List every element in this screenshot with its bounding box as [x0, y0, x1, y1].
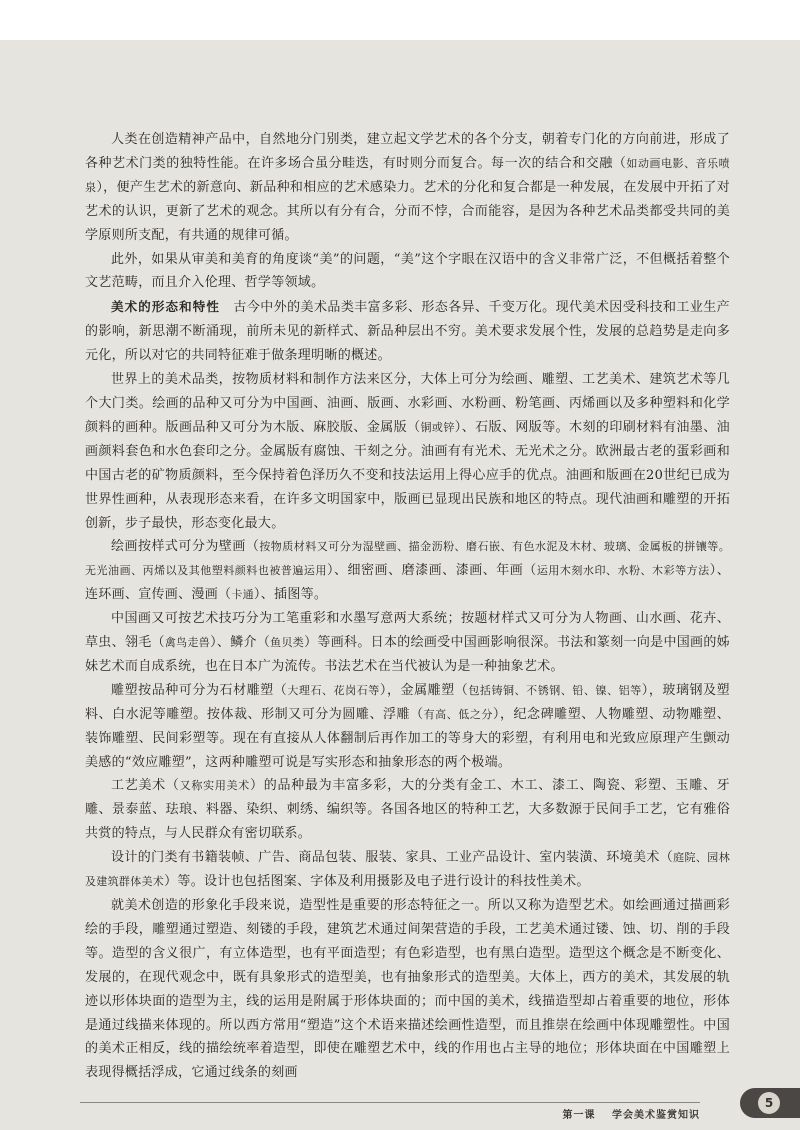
footer-lesson: 第一课	[562, 1110, 596, 1121]
paragraph	[85, 295, 730, 368]
paragraph	[85, 846, 730, 894]
inline-note: 按物质材料又可分为湿壁画、描金沥粉、磨石嵌、有色水泥及木材、玻璃、金属板的拼镶等。无光油画、丙烯以及其他塑料颜料也被普遍运用	[85, 540, 730, 578]
paragraph-text: ）的品种最为丰富多彩，大的分类有金工、木工、漆工、陶瓷、彩塑、玉雕、牙雕、景泰蓝、珐琅、料器、染织、刺绣、编织等。各国各地区的特种工艺，大多数源于民间手工艺，它有雅俗共赏的特点，与人民群众有密切联系。	[85, 778, 730, 842]
paragraph	[85, 607, 730, 679]
paragraph-text: 工艺美术（	[111, 778, 180, 794]
inline-note: 鱼贝类	[270, 636, 305, 650]
inline-note: 大理石、花岗石等	[287, 683, 380, 697]
footer-divider	[80, 1102, 700, 1103]
inline-note: 禽鸟走兽	[164, 636, 211, 650]
paragraph-text: 设计的门类有书籍装帧、广告、商品包装、服装、家具、工业产品设计、室内装潢、环境美术（	[111, 850, 674, 866]
paragraph	[85, 368, 730, 535]
paragraph-text: 就美术创造的形象化手段来说，造型性是重要的形态特征之一。所以又称为造型艺术。如绘画通过描画彩绘的手段，雕塑通过塑造、刻镂的手段，建筑艺术通过间架营造的手段，工艺美术通过镂、蚀、切、削的手段等。造型的含义很广，有立体造型，也有平面造型；有色彩造型，也有黑白造型。造型这个概念是不断变化、发展的，在现代观念中，既有具象形式的造型美，也有抽象形式的造型美。大体上，西方的美术，其发展的轨迹以形体块面的造型为主，线的运用是附属于形体块面的；而中国的美术，线描造型却占着重要的地位，形体是通过线描来体现的。所以西方常用“塑造”这个术语来描述绘画性造型，而且推崇在绘画中体现雕塑性。中国的美术正相反，线的描绘统率着造型，即使在雕塑艺术中，线的作用也占主导的地位；形体块面在中国雕塑上表现得概括浮成，它通过线条的刻画	[85, 898, 730, 1081]
paragraph-text: ）、石版、网版等。木刻的印刷材料有油墨、油画颜料套色和水色套印之分。金属版有腐蚀、干刻之分。油画有有光术、无光术之分。欧洲最古老的蛋彩画和中国古老的矿物质颜料，至今保持着色泽历久不变和技法运用上得心应手的优点。油画和版画在20世纪已成为世界性画种，从表现形态来看，在许多文明国家中，版画已显现出民族和地区的特点。现代油画和雕塑的开拓创新，步子最快，形态变化最大。	[85, 419, 730, 531]
body-text	[85, 128, 730, 1085]
paragraph-text: ）等画科。日本的绘画受中国画影响很深。书法和篆刻一向是中国画的姊妹艺术而自成系统，也在日本广为流传。书法艺术在当代被认为是一种抽象艺术。	[85, 635, 730, 674]
footer-title: 学会美术鉴赏知识	[612, 1110, 700, 1121]
paragraph	[85, 535, 730, 607]
inline-note: 又称实用美术	[179, 779, 250, 793]
paragraph-text: ）、细密画、磨漆画、漆画、年画（	[326, 563, 537, 579]
paragraph-text: 人类在创造精神产品中，自然地分门别类，建立起文学艺术的各个分支，朝着专门化的方向前进，形成了各种艺术门类的独特性能。在许多场合虽分畦迭，有时则分而复合。每一次的结合和交融（	[85, 132, 730, 171]
paragraph-text: 中国画又可按艺术技巧分为工笔重彩和水墨写意两大系统；按题材样式又可分为人物画、山水画、花卉、草虫、翎毛（	[85, 611, 730, 651]
paragraph	[85, 128, 730, 248]
inline-note: 有高、低之分	[423, 707, 493, 721]
paragraph	[85, 774, 730, 846]
paragraph-text: ），纪念碑雕塑、人物雕塑、动物雕塑、装饰雕塑、民间彩塑等。现在有直接从人体翻制后再作加工的等身大的彩塑，有利用电和光致应原理产生颤动美感的“效应雕塑”，这两种雕塑可说是写实形态和抽象形态的两个极端。	[85, 706, 730, 770]
paragraph-text: ），便产生艺术的新意向、新品种和相应的艺术感染力。艺术的分化和复合都是一种发展，在发展中开拓了对艺术的认识，更新了艺术的观念。其所以有分有合，分而不悖，合而能容，是因为各种艺术品类都受共同的美学原则所支配，有共通的规律可循。	[85, 179, 730, 243]
page-number: 5	[758, 1092, 780, 1114]
paragraph-text: 世界上的美术品类，按物质材料和制作方法来区分，大体上可分为绘画、雕塑、工艺美术、建筑艺术等几个大门类。绘画的品种又可分为中国画、油画、版画、水彩画、水粉画、粉笔画、丙烯画以及多种塑料和化学颜料的画种。版画品种又可分为木版、麻胶版、金属版（	[85, 372, 730, 435]
paragraph	[85, 248, 730, 296]
inline-note: 铜或锌	[420, 420, 455, 434]
paragraph-text: 绘画按样式可分为壁画（	[111, 539, 260, 555]
inline-note: 运用木刻水印、水粉、木彩等方法	[536, 564, 710, 578]
scanned-page	[0, 40, 800, 1130]
paragraph-text: ）、鳞介（	[210, 635, 271, 651]
inline-note: 卡通	[231, 588, 254, 602]
paragraph	[85, 894, 730, 1085]
paragraph-text: 此外，如果从审美和美育的角度谈“美”的问题，“美”这个字眼在汉语中的含义非常广泛，不但概括着整个文艺范畴，而且介入伦理、哲学等领域。	[85, 251, 730, 291]
paragraph-text: ）、连环画、宣传画、漫画（	[85, 563, 730, 603]
running-footer	[551, 1106, 700, 1121]
paragraph-text: ）等。设计也包括图案、字体及利用摄影及电子进行设计的科技性美术。	[164, 874, 590, 890]
inline-note: 庭院、园林及建筑群体美术	[85, 851, 730, 889]
inline-note: 包括铸铜、不锈钢、铅、镍、铝等	[468, 683, 642, 697]
paragraph-text: 古今中外的美术品类丰富多彩、形态各异、千变万化。现代美术因受科技和工业生产的影响，新思潮不断涌现，前所未见的新样式、新品种层出不穷。美术要求发展个性，发展的总趋势是走向多元化，所以对它的共同特征难于做条理明晰的概述。	[85, 300, 730, 364]
paragraph-text: ），玻璃钢及塑料、白水泥等雕塑。按体裁、形制又可分为圆雕、浮雕（	[85, 682, 730, 722]
paragraph-text: ）、插图等。	[253, 587, 328, 603]
paragraph	[85, 679, 730, 775]
section-heading: 美术的形态和特性	[111, 299, 220, 315]
inline-note: 如动画电影、音乐喷泉	[85, 156, 730, 194]
paragraph-text: ），金属雕塑（	[379, 682, 469, 698]
paragraph-text: 雕塑按品种可分为石材雕塑（	[111, 682, 288, 698]
